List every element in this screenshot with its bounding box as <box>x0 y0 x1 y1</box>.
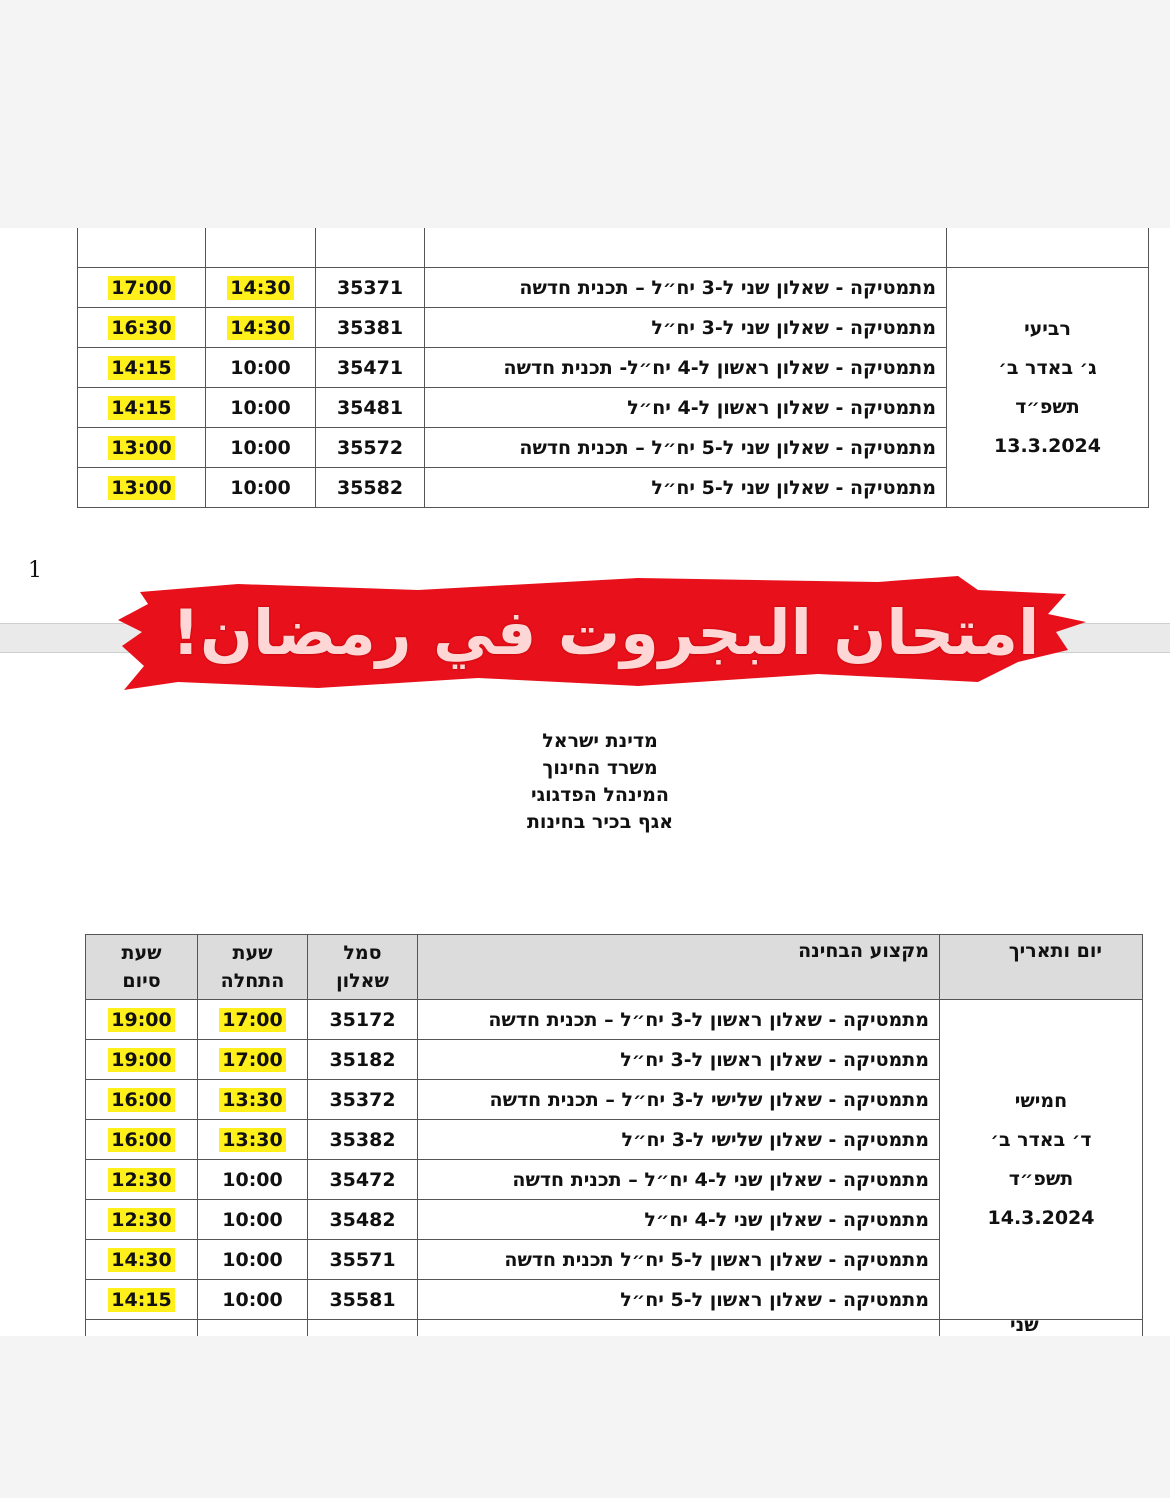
table-partial-row <box>86 1320 1143 1337</box>
start-time-cell: 13:30 <box>198 1120 308 1160</box>
end-time-cell: 14:15 <box>78 348 206 388</box>
exam-code-cell: 35182 <box>308 1040 418 1080</box>
header-end-time: שעת סיום <box>86 935 198 1000</box>
end-time-cell: 12:30 <box>86 1160 198 1200</box>
subject-cell: מתמטיקה - שאלון שני ל-3 יח״ל <box>425 308 947 348</box>
start-time-cell: 17:00 <box>198 1040 308 1080</box>
start-time-cell: 10:00 <box>206 468 316 508</box>
exam-code-cell: 35482 <box>308 1200 418 1240</box>
day-date-cell <box>940 1000 1143 1320</box>
end-time-cell: 12:30 <box>86 1200 198 1240</box>
exam-code-cell: 35372 <box>308 1080 418 1120</box>
exam-code-cell: 35572 <box>316 428 425 468</box>
end-time-cell: 17:00 <box>78 268 206 308</box>
end-time-cell: 14:15 <box>78 388 206 428</box>
start-time-cell: 10:00 <box>206 428 316 468</box>
subject-cell: מתמטיקה - שאלון ראשון ל-5 יח״ל תכנית חדשה <box>418 1240 940 1280</box>
end-time-cell: 14:15 <box>86 1280 198 1320</box>
day-date-line: 14.3.2024 <box>987 1206 1095 1229</box>
ministry-line-state: מדינת ישראל <box>542 730 658 752</box>
subject-cell: מתמטיקה - שאלון ראשון ל-4 יח״ל- תכנית חדשה <box>425 348 947 388</box>
end-time-cell: 16:00 <box>86 1120 198 1160</box>
table-header-row <box>86 935 1143 1000</box>
subject-cell: מתמטיקה - שאלון שני ל-5 יח״ל <box>425 468 947 508</box>
subject-cell: מתמטיקה - שאלון ראשון ל-4 יח״ל <box>425 388 947 428</box>
exam-code-cell: 35571 <box>308 1240 418 1280</box>
day-date-line: ג׳ באדר ב׳ <box>998 356 1097 379</box>
ministry-line-exams: אגף בכיר בחינות <box>526 811 674 833</box>
exam-code-cell: 35481 <box>316 388 425 428</box>
start-time-cell: 10:00 <box>198 1200 308 1240</box>
header-exam-code: סמל שאלון <box>308 935 418 1000</box>
end-time-cell: 13:00 <box>78 428 206 468</box>
next-day-partial: שני <box>1010 1314 1039 1336</box>
day-date-cell <box>947 268 1149 508</box>
header-day-date: יום ותאריך <box>940 935 1143 1000</box>
banner-headline: امتحان البجروت في رمضان! <box>171 596 1040 669</box>
subject-cell: מתמטיקה - שאלון שלישי ל-3 יח״ל – תכנית חדשה <box>418 1080 940 1120</box>
start-time-cell: 10:00 <box>206 348 316 388</box>
page-number: 1 <box>28 558 42 583</box>
start-time-cell: 10:00 <box>198 1240 308 1280</box>
start-time-cell: 14:30 <box>206 268 316 308</box>
header-start-time: שעת התחלה <box>198 935 308 1000</box>
day-date-line: 13.3.2024 <box>994 434 1101 457</box>
subject-cell: מתמטיקה - שאלון ראשון ל-5 יח״ל <box>418 1280 940 1320</box>
start-time-cell: 10:00 <box>206 388 316 428</box>
exam-code-cell: 35581 <box>308 1280 418 1320</box>
end-time-cell: 14:30 <box>86 1240 198 1280</box>
day-date-line: חמישי <box>1014 1089 1068 1112</box>
exam-code-cell: 35471 <box>316 348 425 388</box>
exam-code-cell: 35382 <box>308 1120 418 1160</box>
subject-cell: מתמטיקה - שאלון שני ל-3 יח״ל – תכנית חדשה <box>425 268 947 308</box>
end-time-cell: 13:00 <box>78 468 206 508</box>
day-date-line: ד׳ באדר ב׳ <box>990 1128 1092 1151</box>
start-time-cell: 10:00 <box>198 1160 308 1200</box>
exam-code-cell: 35472 <box>308 1160 418 1200</box>
day-date-line: תשפ״ד <box>1008 1167 1074 1190</box>
ministry-line-pedagogic: המינהל הפדגוגי <box>531 784 669 806</box>
exam-code-cell: 35371 <box>316 268 425 308</box>
subject-cell: מתמטיקה - שאלון שלישי ל-3 יח״ל <box>418 1120 940 1160</box>
table-top-continuation-row <box>78 228 1149 268</box>
schedule-table-thursday <box>85 934 1143 1336</box>
exam-code-cell: 35582 <box>316 468 425 508</box>
subject-cell: מתמטיקה - שאלון ראשון ל-3 יח״ל <box>418 1040 940 1080</box>
day-date-line: תשפ״ד <box>1015 395 1080 418</box>
start-time-cell: 10:00 <box>198 1280 308 1320</box>
subject-cell: מתמטיקה - שאלון שני ל-4 יח״ל – תכנית חדשה <box>418 1160 940 1200</box>
start-time-cell: 14:30 <box>206 308 316 348</box>
end-time-cell: 19:00 <box>86 1000 198 1040</box>
table-row <box>78 268 1149 308</box>
end-time-cell: 16:00 <box>86 1080 198 1120</box>
end-time-cell: 16:30 <box>78 308 206 348</box>
start-time-cell: 17:00 <box>198 1000 308 1040</box>
subject-cell: מתמטיקה - שאלון שני ל-5 יח״ל – תכנית חדשה <box>425 428 947 468</box>
start-time-cell: 13:30 <box>198 1080 308 1120</box>
subject-cell: מתמטיקה - שאלון ראשון ל-3 יח״ל – תכנית חדשה <box>418 1000 940 1040</box>
subject-cell: מתמטיקה - שאלון שני ל-4 יח״ל <box>418 1200 940 1240</box>
ministry-line-education: משרד החינוך <box>542 757 658 779</box>
schedule-table-wednesday <box>77 228 1149 508</box>
ministry-header <box>430 728 770 836</box>
table-row <box>86 1000 1143 1040</box>
exam-code-cell: 35172 <box>308 1000 418 1040</box>
document-sheet <box>0 228 1170 1336</box>
exam-code-cell: 35381 <box>316 308 425 348</box>
end-time-cell: 19:00 <box>86 1040 198 1080</box>
header-subject: מקצוע הבחינה <box>418 935 940 1000</box>
day-date-line: רביעי <box>1024 317 1071 340</box>
